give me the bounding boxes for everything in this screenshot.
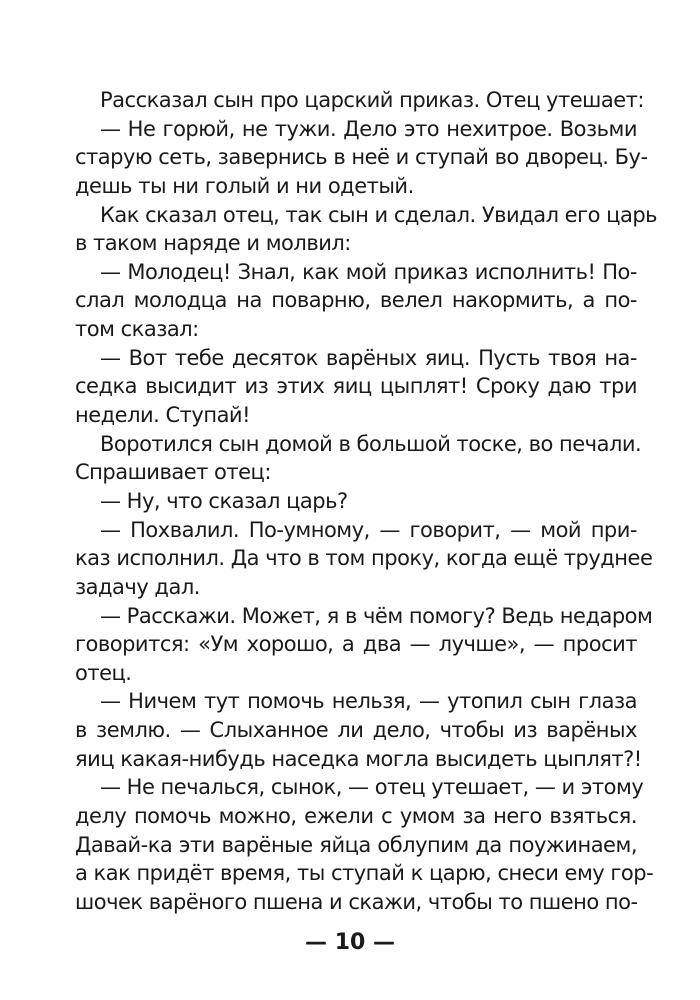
text-line: задачу дал. [75,574,200,599]
text-line: — Вот тебе десяток варёных яиц. Пусть твоя на- [100,345,637,370]
text-line: Воротился сын домой в большой тоске, во печали. [100,431,642,456]
text-line: каз исполнил. Да что в том проку, когда ещё труднее [75,546,653,571]
text-line: недели. Ступай! [75,403,250,428]
text-line: слал молодца на поварню, велел накормить, а по- [75,288,637,313]
text-line: яиц какая-нибудь наседка могла высидеть цыплят?! [75,746,642,771]
text-line: Как сказал отец, так сын и сделал. Увидал его царь [100,202,658,227]
text-line: в таком наряде и молвил: [75,231,351,256]
text-line: седка высидит из этих яиц цыплят! Сроку даю три [75,374,637,399]
text-line: том сказал: [75,317,199,342]
text-line: — Молодец! Знал, как мой приказ исполнить! По- [100,259,637,284]
text-line: Рассказал сын про царский приказ. Отец утешает: [100,88,644,112]
text-line: — Не горюй, не тужи. Дело это нехитрое. Возьми [100,116,637,141]
text-line: — Расскажи. Может, я в чём помогу? Ведь недаром [100,603,653,628]
text-line: — Не печалься, сынок, — отец утешает, — и этому [100,775,644,800]
text-line: в землю. — Слыханное ли дело, чтобы из варёных [75,718,637,743]
text-line: — Ничем тут помочь нельзя, — утопил сын глаза [100,689,637,714]
text-line: дешь ты ни голый и ни одетый. [75,173,414,198]
text-line: говорится: «Ум хорошо, а два — лучше», — просит [75,632,637,657]
text-line: отец. [75,660,132,685]
text-line: — Похвалил. По-умному, — говорит, — мой при- [100,517,637,542]
body-text [75,86,658,917]
text-line: старую сеть, завернись в неё и ступай во дворец. Бу- [75,145,648,170]
text-line: — Ну, что сказал царь? [100,488,348,513]
text-line: а как придёт время, ты ступай к царю, снеси ему гор- [75,861,654,886]
text-line: Спрашивает отец: [75,460,271,485]
text-line: делу помочь можно, ежели с умом за него взяться. [75,804,637,829]
text-line: Давай-ка эти варёные яйца облупим да поужинаем, [75,832,637,857]
page-number: — 10 — [305,930,395,955]
text-line: шочек варёного пшена и скажи, чтобы то пшено по- [75,889,638,914]
